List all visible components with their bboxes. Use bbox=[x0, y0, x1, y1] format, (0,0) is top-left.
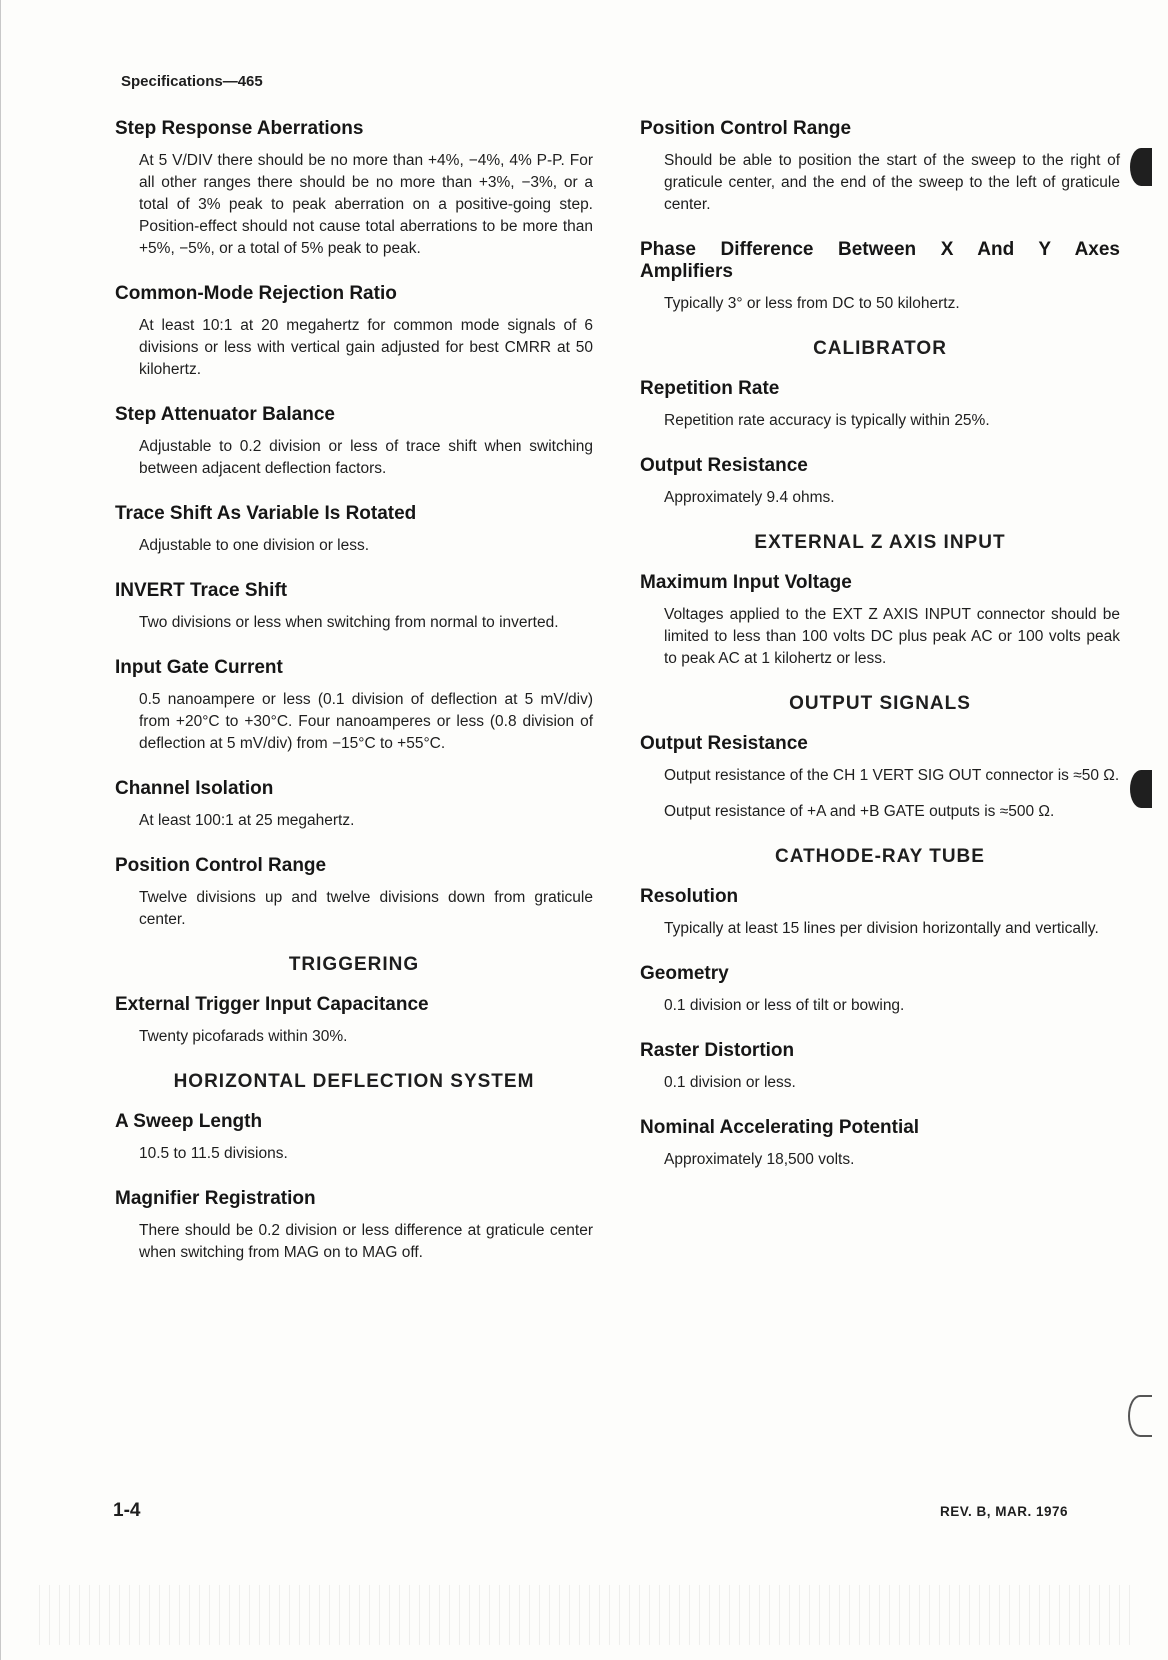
spec-body bbox=[139, 887, 593, 931]
spec-body bbox=[139, 810, 593, 832]
spec-title: Input Gate Current bbox=[115, 657, 283, 678]
spec-text: 0.1 division or less of tilt or bowing. bbox=[664, 997, 905, 1014]
spec-body bbox=[139, 689, 593, 755]
spec-position-control-range bbox=[115, 855, 593, 931]
spec-body bbox=[139, 612, 593, 634]
spec-nominal-accelerating-potential bbox=[640, 1117, 1120, 1171]
left-column bbox=[115, 118, 593, 1287]
spec-text: At least 100:1 at 25 megahertz. bbox=[139, 812, 355, 829]
spec-raster-distortion bbox=[640, 1040, 1120, 1094]
spec-title: Output Resistance bbox=[640, 733, 808, 754]
spec-title: Trace Shift As Variable Is Rotated bbox=[115, 503, 417, 524]
binder-hole bbox=[1130, 148, 1152, 186]
scan-noise bbox=[30, 1585, 1138, 1645]
spec-output-resistance bbox=[640, 455, 1120, 509]
spec-body bbox=[139, 150, 593, 260]
heading-external-z-axis-input: EXTERNAL Z AXIS INPUT bbox=[754, 532, 1006, 553]
spec-text: Output resistance of the CH 1 VERT SIG OUT connector is ≈50 Ω. bbox=[664, 767, 1120, 784]
spec-text: Output resistance of +A and +B GATE outputs is ≈500 Ω. bbox=[664, 803, 1055, 820]
spec-title: Position Control Range bbox=[640, 118, 852, 139]
heading-calibrator: CALIBRATOR bbox=[813, 338, 947, 359]
spec-body bbox=[664, 487, 1120, 509]
heading-triggering: TRIGGERING bbox=[288, 954, 420, 975]
spec-title: A Sweep Length bbox=[115, 1111, 263, 1132]
spec-title: Step Response Aberrations bbox=[115, 118, 364, 139]
spec-text: Typically 3° or less from DC to 50 kilohertz. bbox=[664, 295, 960, 312]
spec-resolution bbox=[640, 886, 1120, 940]
binder-hole bbox=[1128, 1395, 1152, 1437]
spec-text: Should be able to position the start of the sweep to the right of graticule center, and the end of the sweep to the left of graticule center. bbox=[664, 152, 1120, 213]
spec-body bbox=[664, 1072, 1120, 1094]
spec-title: Geometry bbox=[640, 963, 729, 984]
spec-text: Approximately 18,500 volts. bbox=[664, 1151, 855, 1168]
page-edge bbox=[0, 0, 11, 1660]
spec-text: Two divisions or less when switching from normal to inverted. bbox=[139, 614, 559, 631]
page-number: 1-4 bbox=[113, 1500, 141, 1521]
spec-body bbox=[664, 1149, 1120, 1171]
spec-title: Amplifiers bbox=[640, 261, 733, 282]
heading-horizontal-deflection-system: HORIZONTAL DEFLECTION SYSTEM bbox=[173, 1071, 535, 1092]
right-column bbox=[640, 118, 1120, 1194]
spec-output-resistance bbox=[640, 733, 1120, 823]
page-header: Specifications—465 bbox=[121, 73, 263, 90]
spec-text: 0.1 division or less. bbox=[664, 1074, 796, 1091]
spec-text: Adjustable to one division or less. bbox=[139, 537, 370, 554]
spec-body bbox=[664, 604, 1120, 670]
spec-magnifier-registration bbox=[115, 1188, 593, 1264]
spec-title: Maximum Input Voltage bbox=[640, 572, 852, 593]
spec-text: Typically at least 15 lines per division horizontally and vertically. bbox=[664, 920, 1099, 937]
spec-text: At 5 V/DIV there should be no more than +4%, −4%, 4% P-P. For all other ranges there should be no more than +3%, −3%, or a total of 3% peak to peak aberration on a positive-going step. Position-effect should not cause total aberrations to be more than +5%, −5%, or a total of 5% peak to peak. bbox=[139, 152, 593, 257]
spec-title: Resolution bbox=[640, 886, 739, 907]
spec-text: 10.5 to 11.5 divisions. bbox=[139, 1145, 288, 1162]
spec-text: Twelve divisions up and twelve divisions down from graticule center. bbox=[139, 889, 593, 928]
spec-text: There should be 0.2 division or less difference at graticule center when switching from MAG on to MAG off. bbox=[139, 1222, 593, 1261]
spec-title: External Trigger Input Capacitance bbox=[115, 994, 429, 1015]
spec-geometry bbox=[640, 963, 1120, 1017]
spec-body bbox=[664, 995, 1120, 1017]
spec-text: 0.5 nanoampere or less (0.1 division of deflection at 5 mV/div) from +20°C to +30°C. Four nanoamperes or less (0.8 division of deflection at 5 mV/div) from −15°C to +55°C. bbox=[139, 691, 593, 752]
spec-channel-isolation bbox=[115, 778, 593, 832]
spec-body bbox=[664, 918, 1120, 940]
spec-title: Raster Distortion bbox=[640, 1040, 795, 1061]
spec-body bbox=[664, 150, 1120, 216]
spec-title: INVERT Trace Shift bbox=[115, 580, 288, 601]
spec-text: Approximately 9.4 ohms. bbox=[664, 489, 835, 506]
spec-body bbox=[139, 315, 593, 381]
spec-body bbox=[139, 436, 593, 480]
spec-step-attenuator-balance bbox=[115, 404, 593, 480]
spec-body bbox=[139, 1220, 593, 1264]
heading-output-signals: OUTPUT SIGNALS bbox=[789, 693, 971, 714]
heading-cathode-ray-tube: CATHODE-RAY TUBE bbox=[775, 846, 985, 867]
spec-maximum-input-voltage bbox=[640, 572, 1120, 670]
spec-input-gate-current bbox=[115, 657, 593, 755]
spec-position-control-range bbox=[640, 118, 1120, 216]
spec-title: Position Control Range bbox=[115, 855, 327, 876]
spec-body bbox=[664, 410, 1120, 432]
spec-body bbox=[139, 1026, 593, 1048]
spec-title: Channel Isolation bbox=[115, 778, 274, 799]
binder-hole bbox=[1130, 770, 1152, 808]
spec-title: Repetition Rate bbox=[640, 378, 780, 399]
spec-body bbox=[139, 1143, 593, 1165]
revision-label: REV. B, MAR. 1976 bbox=[940, 1504, 1069, 1519]
spec-repetition-rate bbox=[640, 378, 1120, 432]
spec-text: Twenty picofarads within 30%. bbox=[139, 1028, 348, 1045]
spec-text: Adjustable to 0.2 division or less of trace shift when switching between adjacent deflection factors. bbox=[139, 438, 593, 477]
spec-trace-shift-as-variable-is-rotated bbox=[115, 503, 593, 557]
spec-title: Common-Mode Rejection Ratio bbox=[115, 283, 397, 304]
spec-body bbox=[664, 765, 1120, 823]
spec-title: Output Resistance bbox=[640, 455, 808, 476]
spec-common-mode-rejection-ratio bbox=[115, 283, 593, 381]
spec-text: Repetition rate accuracy is typically within 25%. bbox=[664, 412, 990, 429]
spec-body bbox=[139, 535, 593, 557]
spec-text: At least 10:1 at 20 megahertz for common mode signals of 6 divisions or less with vertical gain adjusted for best CMRR at 50 kilohertz. bbox=[139, 317, 593, 378]
spec-phase-difference-between-x-and-y-axes bbox=[640, 239, 1120, 315]
spec-body bbox=[664, 293, 1120, 315]
spec-title: Nominal Accelerating Potential bbox=[640, 1117, 920, 1138]
spec-step-response-aberrations bbox=[115, 118, 593, 260]
spec-external-trigger-input-capacitance bbox=[115, 994, 593, 1048]
spec-a-sweep-length bbox=[115, 1111, 593, 1165]
spec-invert-trace-shift bbox=[115, 580, 593, 634]
spec-title: Phase Difference Between X And Y Axes bbox=[640, 239, 1120, 260]
spec-title: Magnifier Registration bbox=[115, 1188, 316, 1209]
spec-title: Step Attenuator Balance bbox=[115, 404, 335, 425]
spec-text: Voltages applied to the EXT Z AXIS INPUT connector should be limited to less than 100 volts DC plus peak AC or 100 volts peak to peak AC at 1 kilohertz or less. bbox=[664, 606, 1120, 667]
